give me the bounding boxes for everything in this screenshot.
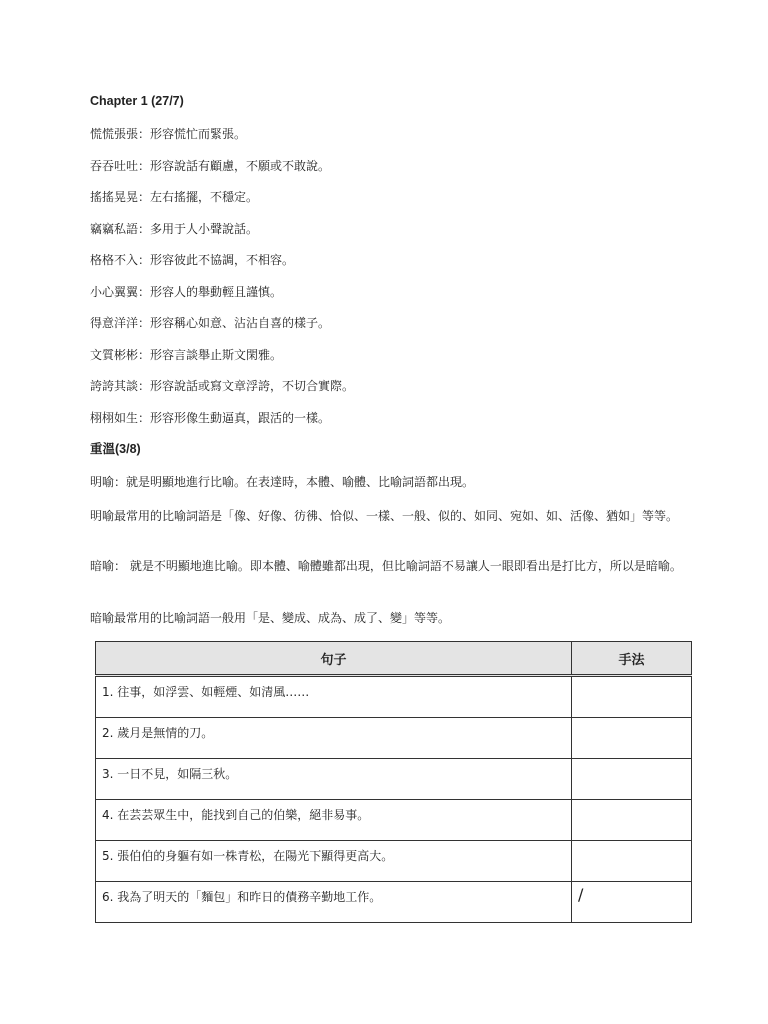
- implicit-metaphor-words: 暗喻最常用的比喻詞語一般用「是、變成、成為、成了、變」等等。: [90, 611, 451, 625]
- sentence-cell: 1. 往事，如浮雲、如輕煙、如清風……: [96, 676, 572, 718]
- table-header-row: [96, 642, 692, 676]
- idiom-line: 吞吞吐吐：形容說話有顧慮，不願或不敢說。: [90, 159, 331, 173]
- explicit-metaphor-definition: 明喻：就是明顯地進行比喻。在表達時，本體、喻體、比喻詞語都出現。: [90, 475, 475, 489]
- idiom-line: 搖搖晃晃：左右搖擺，不穩定。: [90, 190, 259, 204]
- method-cell[interactable]: [572, 759, 692, 800]
- idiom-line: 栩栩如生：形容形像生動逼真，跟活的一樣。: [90, 411, 331, 425]
- table-row: [96, 800, 692, 841]
- table-row: [96, 841, 692, 882]
- column-header-sentence: 句子: [96, 642, 572, 676]
- sentence-cell: 4. 在芸芸眾生中，能找到自己的伯樂，絕非易事。: [96, 800, 572, 841]
- table-row: [96, 759, 692, 800]
- method-cell[interactable]: [572, 676, 692, 718]
- idiom-line: 格格不入：形容彼此不協調，不相容。: [90, 253, 295, 267]
- explicit-metaphor-words: 明喻最常用的比喻詞語是「像、好像、彷彿、恰似、一樣、一般、似的、如同、宛如、如、活像、猶如」等等。: [90, 509, 679, 523]
- sentence-cell: 6. 我為了明天的「麵包」和昨日的債務辛勤地工作。: [96, 882, 572, 923]
- idiom-line: 文質彬彬：形容言談舉止斯文閑雅。: [90, 348, 283, 362]
- table-row: [96, 882, 692, 923]
- method-cell[interactable]: [572, 718, 692, 759]
- method-cell[interactable]: [572, 800, 692, 841]
- sentence-cell: 2. 歲月是無情的刀。: [96, 718, 572, 759]
- exercise-table: [95, 641, 692, 923]
- idiom-line: 慌慌張張：形容慌忙而緊張。: [90, 127, 247, 141]
- idiom-line: 小心翼翼：形容人的舉動輕且謹慎。: [90, 285, 283, 299]
- sentence-cell: 5. 張伯伯的身軀有如一株青松，在陽光下顯得更高大。: [96, 841, 572, 882]
- table-row: [96, 718, 692, 759]
- review-heading: 重溫(3/8): [90, 442, 141, 456]
- idiom-line: 誇誇其談：形容說話或寫文章浮誇，不切合實際。: [90, 379, 355, 393]
- exercise-table-container: [95, 641, 691, 923]
- idiom-line: 得意洋洋：形容稱心如意、沾沾自喜的樣子。: [90, 316, 331, 330]
- method-cell[interactable]: /: [572, 882, 692, 923]
- chapter-heading: Chapter 1 (27/7): [90, 94, 184, 108]
- idiom-line: 竊竊私語：多用于人小聲說話。: [90, 222, 259, 236]
- method-cell[interactable]: [572, 841, 692, 882]
- sentence-cell: 3. 一日不見，如隔三秋。: [96, 759, 572, 800]
- table-row: [96, 676, 692, 718]
- implicit-metaphor-definition: 暗喻： 就是不明顯地進比喻。即本體、喻體雖都出現，但比喻詞語不易讓人一眼即看出是打比方，所以是暗喻。: [90, 559, 682, 573]
- column-header-method: 手法: [572, 642, 692, 676]
